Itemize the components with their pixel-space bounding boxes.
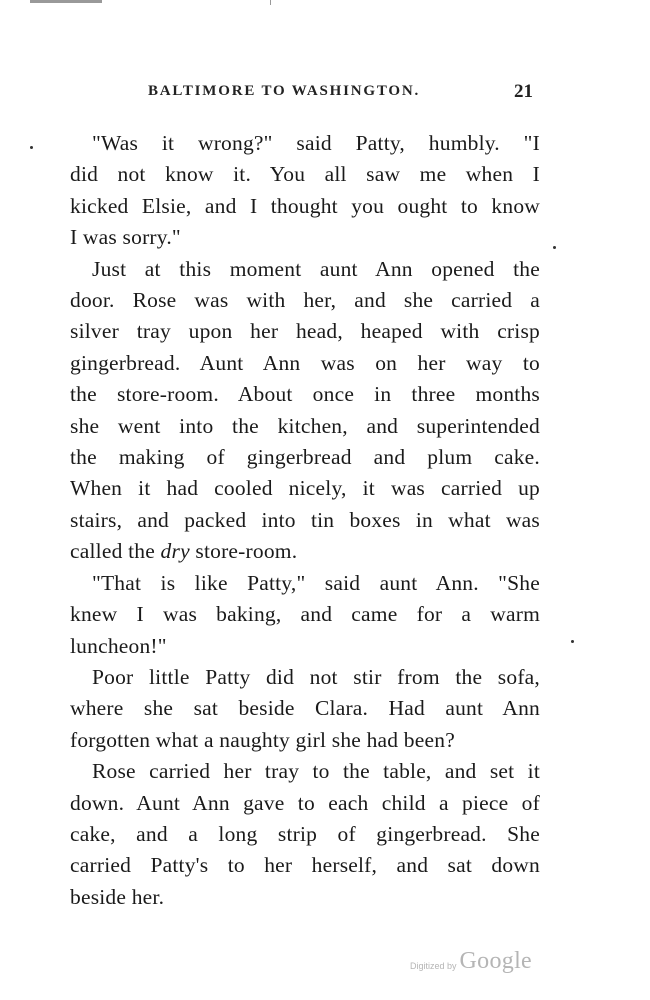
text-line: did not know it. You all saw me when I (70, 162, 540, 187)
text-line: knew I was baking, and came for a warm (70, 602, 540, 627)
text-line: luncheon!" (70, 633, 167, 658)
text-line: Just at this moment aunt Ann opened the (92, 256, 540, 281)
text-line: the making of gingerbread and plum cake. (70, 445, 540, 470)
text-line: she went into the kitchen, and superintended (70, 413, 540, 438)
text-line: "Was it wrong?" said Patty, humbly. "I (92, 131, 540, 155)
text-line: Rose carried her tray to the table, and set it (92, 759, 540, 784)
text-line: beside her. (70, 884, 165, 909)
text-line: cake, and a long strip of gingerbread. She (70, 821, 540, 846)
text-line: where she sat beside Clara. Had aunt Ann (70, 696, 540, 721)
text-line: door. Rose was with her, and she carried a (70, 288, 540, 313)
paragraph-4 (48, 662, 540, 756)
paragraph-1 (48, 128, 540, 254)
text-line: forgotten what a naughty girl she had been? (70, 727, 455, 752)
text-line: Poor little Patty did not stir from the sofa, (92, 664, 540, 689)
running-head-title: BALTIMORE TO WASHINGTON. (148, 83, 421, 99)
ink-speck (553, 246, 556, 249)
text-line: I was sorry." (70, 225, 181, 250)
paragraph-3 (48, 568, 540, 662)
paragraph-5 (48, 756, 540, 913)
text-line: the store-room. About once in three months (70, 382, 540, 407)
body-text (48, 128, 540, 913)
google-logo: Google (459, 948, 532, 974)
text-line: silver tray upon her head, heaped with crisp (70, 319, 540, 344)
digitized-watermark (410, 948, 532, 975)
ink-speck (30, 146, 33, 149)
text-fragment: called the (70, 539, 161, 564)
text-line: down. Aunt Ann gave to each child a piece of (70, 790, 540, 815)
ink-speck (571, 640, 574, 643)
page-edge-mark (30, 0, 102, 3)
paragraph-2 (48, 254, 540, 568)
text-line: kicked Elsie, and I thought you ought to know (70, 193, 540, 218)
text-line: gingerbread. Aunt Ann was on her way to (70, 350, 540, 375)
text-line: carried Patty's to her herself, and sat down (70, 853, 540, 878)
text-line: "That is like Patty," said aunt Ann. "She (92, 570, 540, 595)
text-line (48, 536, 540, 567)
page-number: 21 (514, 81, 533, 102)
text-line: When it had cooled nicely, it was carried up (70, 476, 540, 501)
page-edge-tick (270, 0, 271, 5)
watermark-prefix: Digitized by (410, 961, 457, 971)
emphasis-word: dry (160, 539, 190, 564)
text-line: stairs, and packed into tin boxes in what was (70, 507, 540, 532)
text-fragment: store-room. (189, 539, 298, 564)
